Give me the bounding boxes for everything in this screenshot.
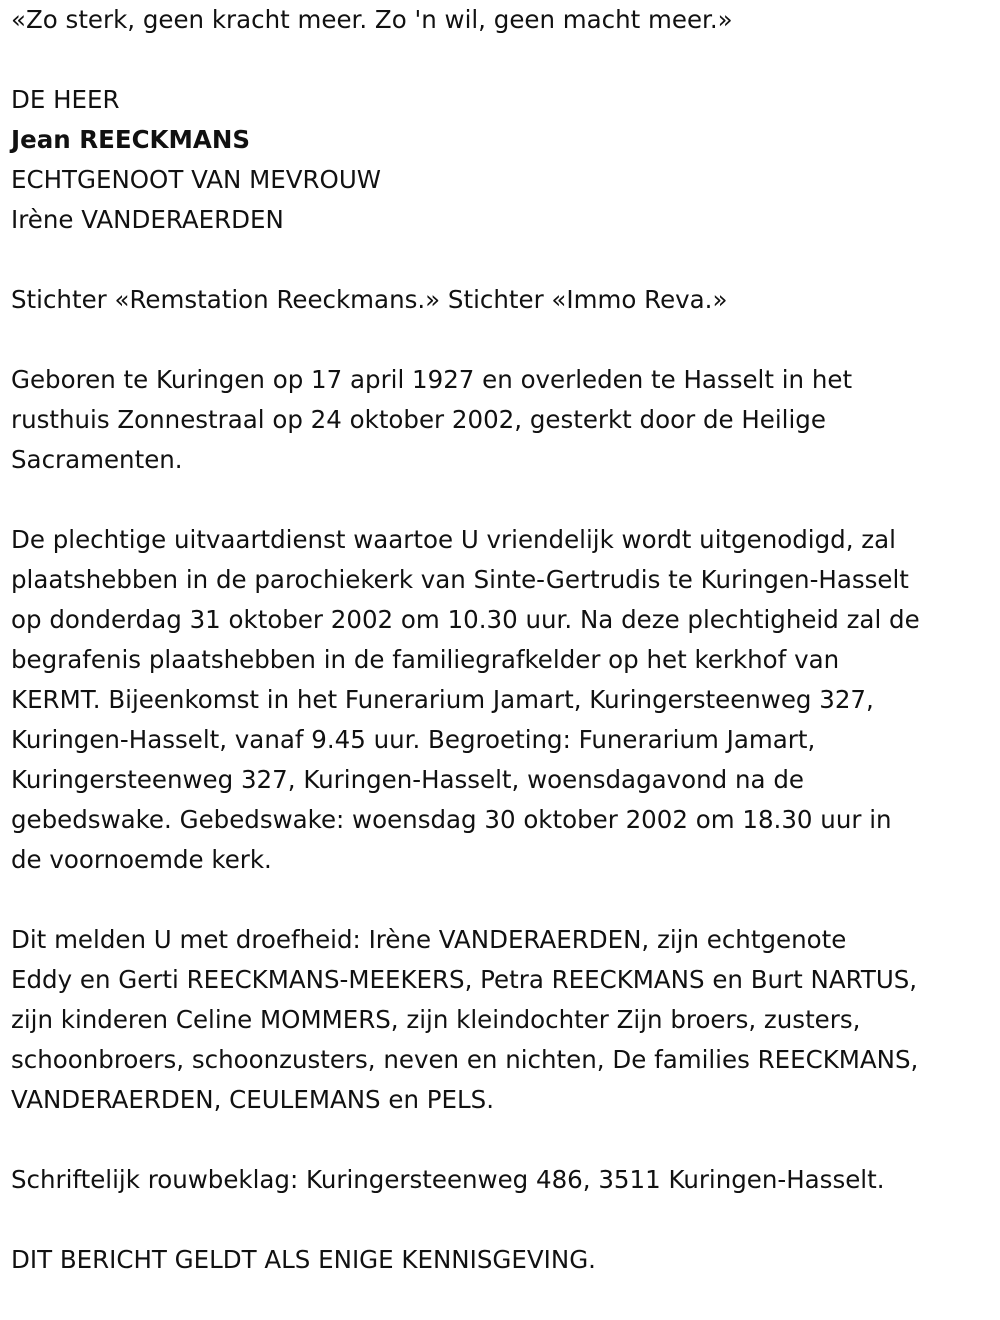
obituary-document	[11, 0, 996, 1280]
paragraph-line: begrafenis plaatshebben in de familiegrafkelder op het kerkhof van	[11, 645, 840, 674]
paragraph-line: Geboren te Kuringen op 17 april 1927 en overleden te Hasselt in het	[11, 365, 853, 394]
paragraph-line: plaatshebben in de parochiekerk van Sinte-Gertrudis te Kuringen-Hasselt	[11, 565, 909, 594]
paragraph-line: gebedswake. Gebedswake: woensdag 30 oktober 2002 om 18.30 uur in	[11, 805, 892, 834]
paragraph-line: Sacramenten.	[11, 445, 183, 474]
deceased-name: Jean REECKMANS	[11, 125, 251, 154]
motto: «Zo sterk, geen kracht meer. Zo 'n wil, geen macht meer.»	[11, 5, 733, 34]
paragraph-line: de voornoemde kerk.	[11, 845, 272, 874]
title-line: DE HEER	[11, 85, 120, 114]
paragraph-line: Kuringen-Hasselt, vanaf 9.45 uur. Begroeting: Funerarium Jamart,	[11, 725, 816, 754]
spouse-intro: ECHTGENOOT VAN MEVROUW	[11, 165, 382, 194]
founder-line: Stichter «Remstation Reeckmans.» Stichter «Immo Reva.»	[11, 285, 728, 314]
spouse-name: Irène VANDERAERDEN	[11, 205, 284, 234]
spacer	[11, 1120, 996, 1160]
paragraph-line: VANDERAERDEN, CEULEMANS en PELS.	[11, 1085, 495, 1114]
paragraph-line: Kuringersteenweg 327, Kuringen-Hasselt, woensdagavond na de	[11, 765, 804, 794]
paragraph-line: Eddy en Gerti REECKMANS-MEEKERS, Petra REECKMANS en Burt NARTUS,	[11, 965, 918, 994]
funeral-paragraph	[11, 520, 996, 880]
spacer	[11, 480, 996, 520]
notice-line: DIT BERICHT GELDT ALS ENIGE KENNISGEVING.	[11, 1245, 596, 1274]
paragraph-line: KERMT. Bijeenkomst in het Funerarium Jamart, Kuringersteenweg 327,	[11, 685, 874, 714]
paragraph-line: Dit melden U met droefheid: Irène VANDERAERDEN, zijn echtgenote	[11, 925, 847, 954]
condolence-address: Schriftelijk rouwbeklag: Kuringersteenweg 486, 3511 Kuringen-Hasselt.	[11, 1165, 885, 1194]
spacer	[11, 1200, 996, 1240]
spacer	[11, 240, 996, 280]
birth-death-paragraph	[11, 360, 996, 480]
paragraph-line: zijn kinderen Celine MOMMERS, zijn kleindochter Zijn broers, zusters,	[11, 1005, 861, 1034]
paragraph-line: schoonbroers, schoonzusters, neven en nichten, De families REECKMANS,	[11, 1045, 919, 1074]
paragraph-line: op donderdag 31 oktober 2002 om 10.30 uur. Na deze plechtigheid zal de	[11, 605, 920, 634]
spacer	[11, 320, 996, 360]
spacer	[11, 40, 996, 80]
family-paragraph	[11, 920, 996, 1120]
spacer	[11, 880, 996, 920]
paragraph-line: rusthuis Zonnestraal op 24 oktober 2002, gesterkt door de Heilige	[11, 405, 826, 434]
paragraph-line: De plechtige uitvaartdienst waartoe U vriendelijk wordt uitgenodigd, zal	[11, 525, 896, 554]
